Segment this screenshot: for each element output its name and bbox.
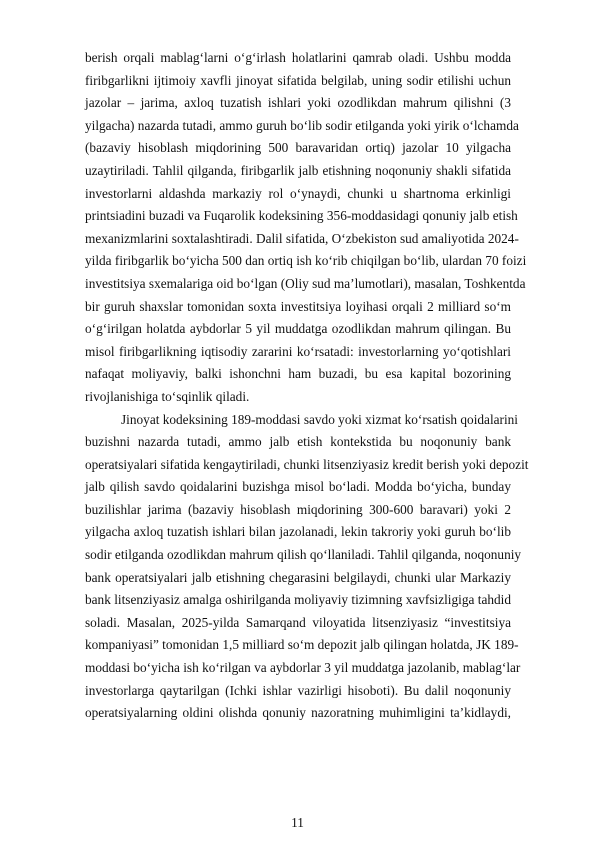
text-line: firibgarlikni ijtimoiy xavfli jinoyat sifatida belgilab, uning sodir etilishi uchun [85,72,511,88]
text-line: berish orqali mablag‘larni o‘g‘irlash holatlarini qamrab oladi. Ushbu modda [85,50,511,65]
text-line: (bazaviy hisoblash miqdorining 500 baravaridan ortiq) jazolar 10 yilgacha [85,140,511,156]
text-line: investorlarni aldashda markaziy rol o‘ynaydi, chunki u shartnoma erkinligi [85,185,511,201]
text-line: bir guruh shaxslar tomonidan soxta investitsiya loyihasi orqali 2 milliard so‘m [85,298,511,314]
text-line: misol firibgarlikning iqtisodiy zararini ko‘rsatadi: investorlarning yo‘qotishlari [85,343,511,359]
text-line: operatsiyalari sifatida kengaytiriladi, chunki litsenziyasiz kredit berish yoki depozit [85,456,529,472]
page-number: 11 [291,815,304,830]
text-line: rivojlanishiga to‘sqinlik qiladi. [85,388,250,404]
text-line: uzaytiriladi. Tahlil qilganda, firibgarlik jalb etishning noqonuniy shakli sifatida [85,162,511,178]
text-line: Jinoyat kodeksining 189-moddasi savdo yoki xizmat ko‘rsatish qoidalarini [121,411,519,427]
text-line: yilda firibgarlik bo‘yicha 500 dan ortiq ish ko‘rib chiqilgan bo‘lib, ulardan 70 foizi [85,253,527,269]
text-line: yilgacha) nazarda tutadi, ammo guruh bo‘lib sodir etilganda yoki yirik o‘lchamda [85,117,519,133]
text-line: bank operatsiyalari jalb etishning chegarasini belgilaydi, chunki ular Markaziy [85,569,511,585]
text-line: printsiadini buzadi va Fuqarolik kodeksining 356-moddasidagi qonuniy jalb etish [85,208,518,224]
text-line: jazolar – jarima, axloq tuzatish ishlari yoki ozodlikdan mahrum qilishni (3 [85,95,511,111]
paragraph-jinoyat-kodeksi-189 [85,409,529,725]
text-line: o‘g‘irilgan holatda aybdorlar 5 yil muddatga ozodlikdan mahrum qilingan. Bu [85,321,511,337]
text-line: mexanizmlarini soxtalashtiradi. Dalil sifatida, O‘zbekiston sud amaliyotida 2024- [85,230,519,246]
text-line: moddasi bo‘yicha ish ko‘rilgan va aybdorlar 3 yil muddatga jazolanib, mablag‘lar [85,660,521,676]
text-line: investorlarga qaytarilgan (Ichki ishlar vazirligi hisoboti). Bu dalil noqonuniy [85,682,511,698]
text-line: investitsiya sxemalariga oid bo‘lgan (Oliy sud ma’lumotlari), masalan, Toshkentda [85,275,526,291]
body-text [85,47,529,725]
text-line: operatsiyalarning oldini olishda qonuniy nazoratning muhimligini ta’kidlaydi, [85,705,511,721]
text-line: soladi. Masalan, 2025-yilda Samarqand viloyatida litsenziyasiz “investitsiya [85,614,511,630]
text-line: buzishni nazarda tutadi, ammo jalb etish kontekstida bu noqonuniy bank [85,434,511,450]
text-line: buzilishlar jarima (bazaviy hisoblash miqdorining 300-600 baravari) yoki 2 [85,501,511,517]
text-line: kompaniyasi” tomonidan 1,5 milliard so‘m depozit jalb qilingan holatda, JK 189- [85,637,519,653]
text-line: nafaqat moliyaviy, balki ishonchni ham buzadi, bu esa kapital bozorining [85,366,511,382]
text-line: jalb qilish savdo qoidalarini buzishga misol bo‘ladi. Modda bo‘yicha, bunday [85,479,511,495]
paragraph-firibgarlik [85,47,527,409]
text-line: yilgacha axloq tuzatish ishlari bilan jazolanadi, lekin takroriy yoki guruh bo‘lib [85,524,511,540]
text-line: bank litsenziyasiz amalga oshirilganda moliyaviy tizimning xavfsizligiga tahdid [85,592,511,608]
text-line: sodir etilganda ozodlikdan mahrum qilish qo‘llaniladi. Tahlil qilganda, noqonuniy [85,547,522,563]
